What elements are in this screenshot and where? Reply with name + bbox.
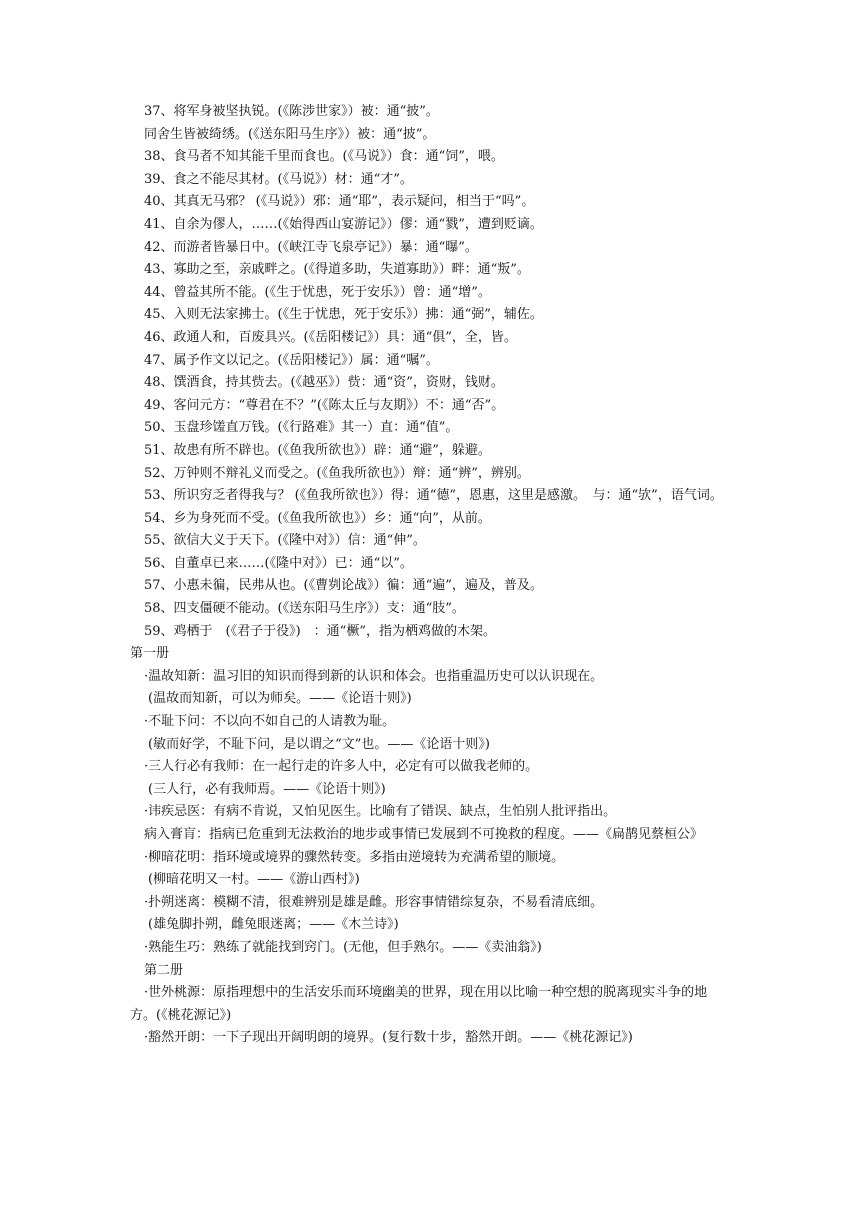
text-line: 41、自余为僇人，……(《始得西山宴游记》）僇：通“戮”，遭到贬谪。: [144, 216, 543, 232]
text-line: 病入膏肓：指病已危重到无法救治的地步或事情已发展到不可挽救的程度。——《扁鹊见蔡桓公》: [144, 827, 704, 842]
text-line: (雄兔脚扑朔，雌兔眼迷离；——《木兰诗》): [148, 917, 399, 933]
text-line: 57、小惠未徧，民弗从也。(《曹刿论战》）徧：通“遍”，遍及，普及。: [144, 578, 543, 594]
text-line: 38、食马者不知其能千里而食也。(《马说》）食：通“饲”，喂。: [144, 149, 504, 165]
text-line: ·扑朔迷离：模糊不清，很难辨别是雄是雌。形容事情错综复杂，不易看清底细。: [144, 894, 604, 910]
text-line: 53、所识穷乏者得我与？ (《鱼我所欲也》）得：通“德”，恩惠，这里是感激。 与：通“欤”，语气词。: [144, 488, 723, 504]
text-line: 第二册: [144, 962, 184, 978]
text-line: ·温故知新：温习旧的知识而得到新的认识和体会。也指重温历史可以认识现在。: [144, 668, 604, 684]
text-line: 第一册: [130, 646, 170, 662]
text-line: 同舍生皆被绮绣。(《送东阳马生序》）被：通“披”。: [144, 126, 436, 142]
text-line: ·三人行必有我师：在一起行走的许多人中，必定有可以做我老师的。: [144, 759, 539, 775]
text-line: (三人行，必有我师焉。——《论语十则》): [148, 781, 386, 797]
text-line: ·熟能生巧：熟练了就能找到窍门。(无他，但手熟尔。——《卖油翁》): [144, 939, 542, 955]
text-line: (温故而知新，可以为师矣。——《论语十则》): [148, 691, 412, 707]
text-line: 59、鸡栖于 (《君子于役》) ：通“橛”，指为栖鸡做的木架。: [144, 623, 496, 639]
text-line: ·不耻下问：不以向不如自己的人请教为耻。: [144, 714, 396, 730]
text-line: ·柳暗花明：指环境或境界的骤然转变。多指由逆境转为充满希望的顺境。: [144, 849, 565, 865]
text-line: 42、而游者皆暴日中。(《峡江寺飞泉亭记》）暴：通“曝”。: [144, 239, 478, 255]
text-line: (敏而好学，不耻下问，是以谓之“文”也。——《论语十则》): [148, 736, 490, 752]
text-line: ·豁然开朗：一下子现出开阔明朗的境界。(复行数十步，豁然开朗。——《桃花源记》): [144, 1030, 633, 1046]
text-line: 48、馔酒食，持其赀去。(《越巫》）赀：通“资”，资财，钱财。: [144, 375, 504, 391]
text-line: 47、属予作文以记之。(《岳阳楼记》）属：通“嘱”。: [144, 352, 439, 368]
text-line: 52、万钟则不辩礼义而受之。(《鱼我所欲也》）辩：通“辨”，辨别。: [144, 465, 530, 481]
text-line: 56、自董卓已来……(《隆中对》）已：通“以”。: [144, 555, 413, 571]
text-line: 50、玉盘珍馐直万钱。(《行路难》其一）直：通“值”。: [144, 420, 459, 436]
text-line: 43、寡助之至，亲戚畔之。(《得道多助，失道寡助》）畔：通“叛”。: [144, 262, 530, 278]
text-line: 58、四支僵硬不能动。(《送东阳马生序》）支：通“肢”。: [144, 601, 465, 617]
text-line: 40、其真无马邪？ (《马说》）邪：通“耶”，表示疑问，相当于“吗”。: [144, 194, 535, 210]
text-line: 44、曾益其所不能。(《生于忧患，死于安乐》）曾：通“增”。: [144, 284, 491, 300]
text-line: 46、政通人和，百废具兴。(《岳阳楼记》）具：通“俱”，全，皆。: [144, 329, 517, 345]
text-line: 39、食之不能尽其材。(《马说》）材：通“才”。: [144, 171, 413, 187]
text-line: 51、故患有所不辟也。(《鱼我所欲也》）辟：通“避”，躲避。: [144, 442, 491, 458]
text-line: 45、入则无法家拂士。(《生于忧患，死于安乐》）拂：通“弼”，辅佐。: [144, 307, 543, 323]
text-line: (柳暗花明又一村。——《游山西村》): [148, 872, 360, 888]
text-line: 37、将军身被坚执锐。(《陈涉世家》）被：通“披”。: [144, 104, 439, 119]
text-line: ·世外桃源：原指理想中的生活安乐而环境幽美的世界，现在用以比喻一种空想的脱离现实斗争的地方。(《桃花源记》): [130, 985, 708, 1023]
text-line: 55、欲信大义于天下。(《隆中对》）信：通“伸”。: [144, 533, 426, 549]
document-body: [130, 101, 730, 1050]
text-line: 54、乡为身死而不受。(《鱼我所欲也》）乡：通“向”，从前。: [144, 510, 491, 526]
text-line: 49、客问元方：“尊君在不？”(《陈太丘与友期》）不：通“否”。: [144, 397, 505, 413]
text-line: ·讳疾忌医：有病不肯说，又怕见医生。比喻有了错误、缺点，生怕别人批评指出。: [144, 804, 617, 820]
